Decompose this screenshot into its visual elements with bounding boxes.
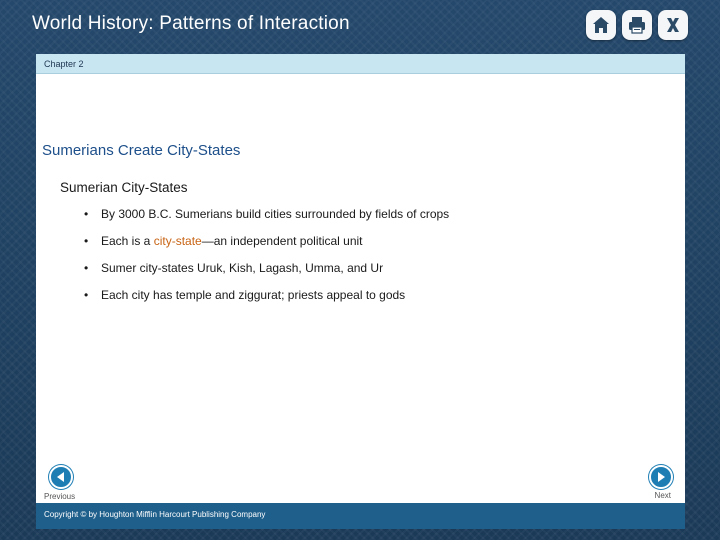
- chapter-bar: [36, 54, 685, 74]
- next-label[interactable]: Next: [654, 491, 671, 500]
- previous-button[interactable]: [49, 465, 73, 489]
- home-icon: [590, 14, 612, 36]
- close-button[interactable]: [658, 10, 688, 40]
- app-title: World History: Patterns of Interaction: [32, 13, 350, 34]
- bullet-text: Each city has temple and ziggurat; priests appeal to gods: [101, 288, 406, 302]
- print-button[interactable]: [622, 10, 652, 40]
- slide-content: [36, 74, 685, 503]
- bullet-dot: •: [84, 261, 89, 275]
- bullet-item: [84, 233, 449, 260]
- printer-icon: [626, 14, 648, 36]
- arrow-left-icon: [55, 471, 67, 483]
- bullet-item: [84, 206, 449, 233]
- toolbar: [586, 10, 688, 40]
- bullet-text-after: —an independent political unit: [201, 234, 363, 248]
- bullet-text: Sumer city-states Uruk, Kish, Lagash, Umma, and Ur: [101, 261, 384, 275]
- key-term-link[interactable]: city-state: [153, 234, 202, 248]
- bullet-dot: •: [84, 288, 89, 302]
- next-button[interactable]: [649, 465, 673, 489]
- bullet-item: [84, 287, 449, 314]
- copyright-text: Copyright © by Houghton Mifflin Harcourt Publishing Company: [44, 510, 266, 519]
- section-heading: Sumerian City-States: [60, 180, 188, 195]
- bullet-dot: •: [84, 207, 89, 221]
- bullet-text: By 3000 B.C. Sumerians build cities surrounded by fields of crops: [101, 207, 450, 221]
- bullet-list: [84, 206, 449, 314]
- bullet-dot: •: [84, 234, 89, 248]
- previous-label[interactable]: Previous: [44, 492, 76, 501]
- chapter-label: Chapter 2: [44, 59, 84, 69]
- bullet-item: [84, 260, 449, 287]
- arrow-right-icon: [655, 471, 667, 483]
- footer-bar: [36, 503, 685, 529]
- bullet-text-before: Each is a: [101, 234, 154, 248]
- close-icon: [662, 14, 684, 36]
- slide-title: Sumerians Create City-States: [42, 142, 241, 159]
- home-button[interactable]: [586, 10, 616, 40]
